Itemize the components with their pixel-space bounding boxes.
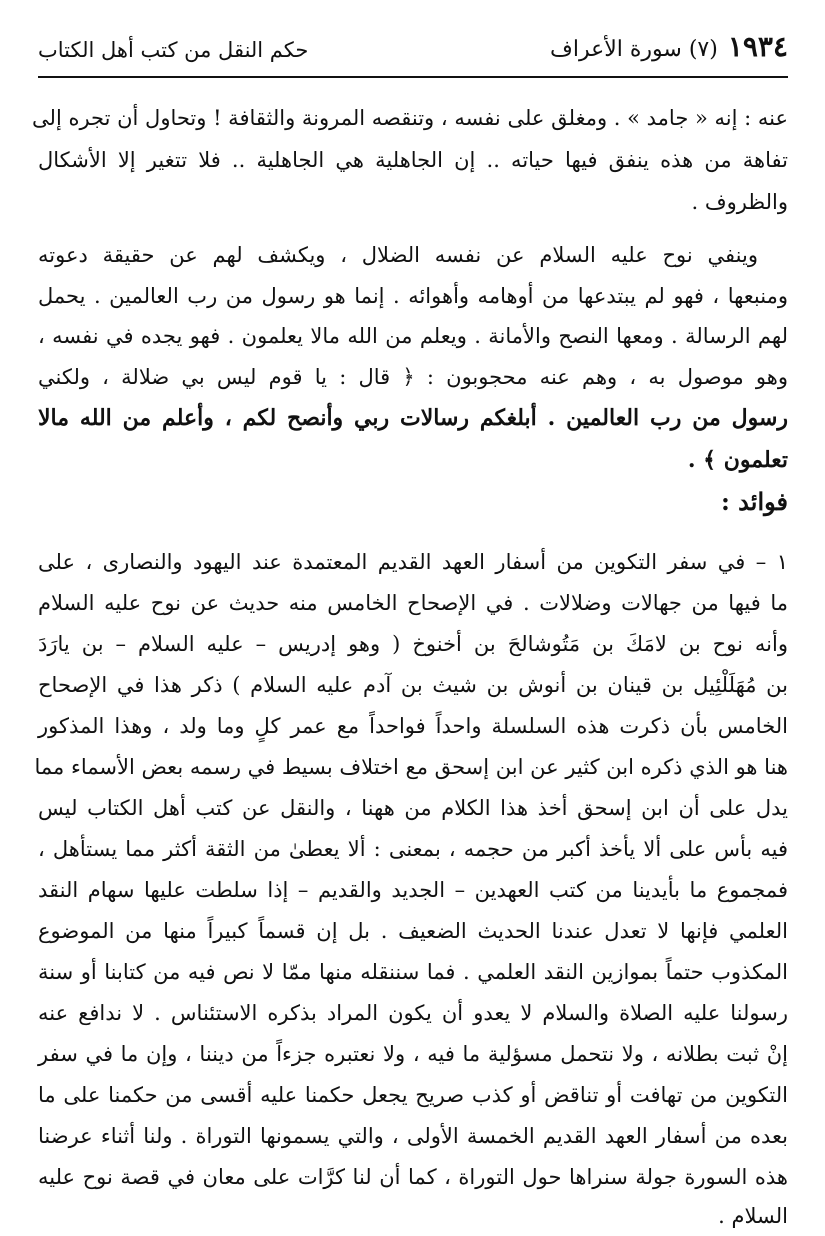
text-line: لهم الرسالة . ومعها النصح والأمانة . ويعلم من الله مالا يعلمون . فهو يجده في نفسه ، <box>38 324 788 348</box>
text-line: فمجموع ما بأيدينا من كتب العهدين – الجديد والقديم – إذا سلطت عليها سهام النقد <box>38 878 788 902</box>
chapter-title: حكم النقل من كتب أهل الكتاب <box>38 38 309 62</box>
text-line: السلام . <box>718 1204 788 1228</box>
benefits-heading: فوائد : <box>720 487 788 516</box>
text-line: رسولنا عليه الصلاة والسلام لا يعدو أن يكون المراد بذكره الاستئناس . لا ندافع عنه <box>38 1001 788 1025</box>
text-line: الخامس بأن ذكرت هذه السلسلة واحداً فواحداً مع عمر كلٍ وما ولد ، وهذا المذكور <box>38 714 788 738</box>
page-number: ١٩٣٤ <box>727 30 788 63</box>
quran-verse-line: تعلمون ﴾ . <box>687 447 788 473</box>
text-line: المكذوب حتماً بموازين النقد العلمي . فما سننقله منها ممّا لا نص فيه من كتابنا أو سنة <box>38 960 788 984</box>
text-line: إنْ ثبت بطلانه ، ولا نتحمل مسؤلية ما فيه ، ولا نعتبره جزءاً من ديننا ، وإن ما في سفر <box>38 1042 788 1066</box>
text-line: بن مُهَلَلْئِيل بن قينان بن أنوش بن شيث بن آدم عليه السلام ) ذكر هذا في الإصحاح <box>38 673 788 697</box>
text-line: وأنه نوح بن لامَكَ بن مَتُوشالحَ بن أخنوخ ( وهو إدريس – عليه السلام – بن يارَدَ <box>38 632 788 656</box>
running-header <box>38 30 788 70</box>
header-page-info <box>550 30 788 63</box>
text-line: هذه السورة جولة سنراها حول التوراة ، كما أن لنا كرَّات على معان في قصة نوح عليه <box>38 1165 788 1189</box>
text-line: والظروف . <box>691 190 788 214</box>
header-rule <box>38 76 788 78</box>
text-line: بعده من أسفار العهد القديم الخمسة الأولى ، والتي يسمونها التوراة . ولنا أثناء عرضنا <box>38 1124 788 1148</box>
text-line: يدل على أن ابن إسحق أخذ هذا الكلام من ههنا ، والنقل عن كتب أهل الكتاب ليس <box>38 796 788 820</box>
text-line: ١ – في سفر التكوين من أسفار العهد القديم المعتمدة عند اليهود والنصارى ، على <box>38 550 788 574</box>
text-line: وينفي نوح عليه السلام عن نفسه الضلال ، ويكشف لهم عن حقيقة دعوته <box>38 243 758 267</box>
text-line: وهو موصول به ، وهم عنه محجوبون : ﴿ قال : يا قوم ليس بي ضلالة ، ولكني <box>38 365 788 389</box>
text-line: ما فيها من جهالات وضلالات . في الإصحاح الخامس منه حديث عن نوح عليه السلام <box>38 591 788 615</box>
text-line: التكوين من تهافت أو تناقض أو كذب صريح يجعل حكمنا عليه أقسى من حكمنا على ما <box>38 1083 788 1107</box>
text-line: العلمي فإنها لا تعدل عندنا الحديث الضعيف . بل إن قسماً كبيراً منها من الموضوع <box>38 919 788 943</box>
quran-verse-line: رسول من رب العالمين . أبلغكم رسالات ربي وأنصح لكم ، وأعلم من الله مالا <box>38 405 788 431</box>
text-line: عنه : إنه « جامد » . ومغلق على نفسه ، وتنقصه المرونة والثقافة ! وتحاول أن تجره إلى <box>32 106 788 130</box>
book-page <box>32 20 788 1228</box>
surah-label: (٧) سورة الأعراف <box>550 37 718 62</box>
text-line: تفاهة من هذه ينفق فيها حياته .. إن الجاهلية هي الجاهلية .. فلا تتغير إلا الأشكال <box>38 148 788 172</box>
text-line: فيه بأس على ألا يأخذ أكبر من حجمه ، بمعنى : ألا يعطىٰ من الثقة أكثر مما يستأهل ، <box>38 837 788 861</box>
text-line: ومنبعها ، فهو لم يبتدعها من أوهامه وأهوائه . إنما هو رسول من رب العالمين . يحمل <box>38 284 788 308</box>
text-line: هنا هو الذي ذكره ابن كثير عن ابن إسحق مع اختلاف بسيط في رسمه بعض الأسماء مما <box>34 755 788 779</box>
